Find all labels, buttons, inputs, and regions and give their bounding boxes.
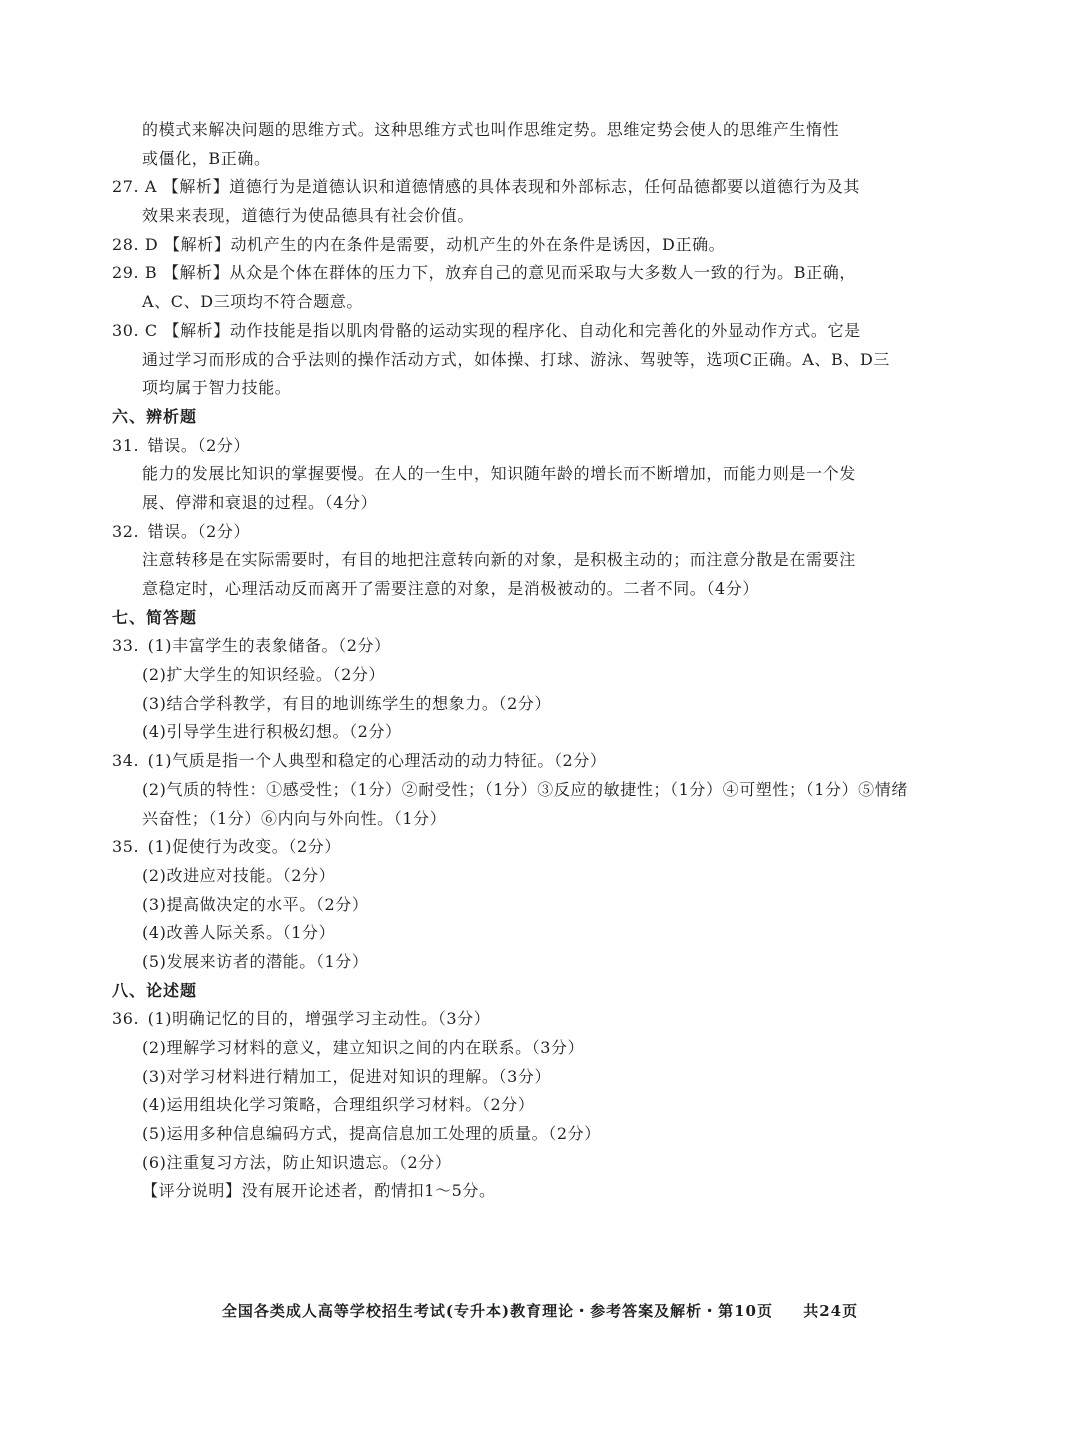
answer-text: 【评分说明】没有展开论述者，酌情扣1～5分。 <box>142 1181 496 1201</box>
section-heading: 六、辨析题 <box>112 406 198 426</box>
answer-text: A、C、D三项均不符合题意。 <box>142 292 364 312</box>
document-body <box>112 116 908 1206</box>
answer-continuation-line <box>112 145 902 174</box>
answer-text: (2)理解学习材料的意义，建立知识之间的内在联系。（3分） <box>142 1038 585 1057</box>
answer-continuation-line <box>112 690 902 719</box>
answer-continuation-line <box>112 862 902 891</box>
answer-line <box>112 259 902 288</box>
answer-continuation-line <box>112 948 902 977</box>
answer-continuation-line <box>112 489 902 518</box>
answer-text: 的模式来解决问题的思维方式。这种思维方式也叫作思维定势。思维定势会使人的思维产生惰性 <box>142 120 840 139</box>
answer-line <box>112 1005 902 1034</box>
answer-text: (1)丰富学生的表象储备。（2分） <box>142 636 391 656</box>
answer-text: (3)对学习材料进行精加工，促进对知识的理解。（3分） <box>142 1066 552 1086</box>
answer-text: 通过学习而形成的合乎法则的操作活动方式，如体操、打球、游泳、驾驶等，选项C正确。A、B、D三 <box>142 349 890 369</box>
answer-text: 意稳定时，心理活动反而离开了需要注意的对象，是消极被动的。二者不同。（4分） <box>142 579 759 598</box>
question-number: 36. <box>112 1009 140 1029</box>
answer-text: (2)改进应对技能。（2分） <box>142 865 336 885</box>
question-number: 31. <box>112 435 140 455</box>
answer-line <box>112 518 902 547</box>
answer-text: 【解析】道德行为是道德认识和道德情感的具体表现和外部标志，任何品德都要以道德行为及其 <box>157 177 860 197</box>
answer-text: 【解析】从众是个体在群体的压力下，放弃自己的意见而采取与大多数人一致的行为。B正确， <box>157 263 856 283</box>
answer-continuation-line <box>112 116 902 145</box>
answer-continuation-line <box>112 1120 902 1149</box>
question-number: 34. <box>112 751 140 771</box>
answer-text: 项均属于智力技能。 <box>142 378 292 398</box>
footer-title: 全国各类成人高等学校招生考试(专升本)教育理论・参考答案及解析・第10页 <box>221 1302 773 1320</box>
answer-continuation-line <box>112 346 902 375</box>
answer-continuation-line <box>112 919 902 948</box>
section-heading: 七、简答题 <box>112 607 198 627</box>
answer-text: 【解析】动机产生的内在条件是需要，动机产生的外在条件是诱因，D正确。 <box>158 234 726 254</box>
answer-text: 【解析】动作技能是指以肌肉骨骼的运动实现的程序化、自动化和完善化的外显动作方式。它是 <box>157 320 861 340</box>
answer-text: (3)结合学科教学，有目的地训练学生的想象力。（2分） <box>142 693 552 713</box>
answer-continuation-line <box>112 661 902 690</box>
answer-continuation-line <box>112 1177 902 1206</box>
answer-continuation-line <box>112 718 902 747</box>
answer-continuation-line <box>112 546 902 575</box>
answer-line <box>112 833 902 862</box>
answer-continuation-line <box>112 1091 902 1120</box>
answer-text: (2)气质的特性：①感受性；（1分）②耐受性；（1分）③反应的敏捷性；（1分）④可塑性；（1分）⑤情绪 <box>142 779 908 799</box>
answer-continuation-line <box>112 1063 902 1092</box>
answer-line <box>112 632 902 661</box>
question-number: 33. <box>112 636 140 656</box>
answer-continuation-line <box>112 805 902 834</box>
section-heading: 八、论述题 <box>112 980 198 1000</box>
answer-text: 错误。（2分） <box>142 521 251 541</box>
answer-text: 或僵化，B正确。 <box>142 148 271 168</box>
answer-text: (1)明确记忆的目的，增强学习主动性。（3分） <box>142 1009 491 1029</box>
answer-text: 错误。（2分） <box>142 435 251 455</box>
answer-text: (4)改善人际关系。（1分） <box>142 923 336 943</box>
answer-line <box>112 173 902 202</box>
answer-continuation-line <box>112 1149 902 1178</box>
question-number: 27. A <box>112 177 158 197</box>
question-number: 32. <box>112 521 140 541</box>
answer-text: (5)发展来访者的潜能。（1分） <box>142 951 369 971</box>
answer-continuation-line <box>112 460 902 489</box>
answer-continuation-line <box>112 575 902 604</box>
question-number: 35. <box>112 837 140 857</box>
page-footer <box>0 1300 1080 1321</box>
answer-text: 展、停滞和衰退的过程。（4分） <box>142 492 378 512</box>
answer-text: (6)注重复习方法，防止知识遗忘。（2分） <box>142 1152 452 1172</box>
answer-continuation-line <box>112 202 902 231</box>
footer-page-count: 共24页 <box>803 1302 859 1320</box>
answer-text: 效果来表现，道德行为使品德具有社会价值。 <box>142 206 475 226</box>
answer-continuation-line <box>112 891 902 920</box>
question-number: 30. C <box>112 320 158 340</box>
answer-continuation-line <box>112 1034 902 1063</box>
answer-text: 注意转移是在实际需要时，有目的地把注意转向新的对象，是积极主动的；而注意分散是在需要注 <box>142 550 856 570</box>
question-number: 28. D <box>112 234 159 254</box>
answer-continuation-line <box>112 288 902 317</box>
answer-text: 兴奋性；（1分）⑥内向与外向性。（1分） <box>142 808 447 828</box>
answer-line <box>112 747 902 776</box>
answer-continuation-line <box>112 374 902 403</box>
answer-continuation-line <box>112 776 908 805</box>
answer-text: 能力的发展比知识的掌握要慢。在人的一生中，知识随年龄的增长而不断增加，而能力则是一个发 <box>142 464 856 484</box>
answer-line <box>112 317 902 346</box>
question-number: 29. B <box>112 263 158 283</box>
answer-line <box>112 231 902 260</box>
answer-line <box>112 432 902 461</box>
answer-text: (1)气质是指一个人典型和稳定的心理活动的动力特征。（2分） <box>142 751 607 771</box>
answer-text: (1)促使行为改变。（2分） <box>142 837 341 857</box>
answer-text: (4)运用组块化学习策略，合理组织学习材料。（2分） <box>142 1095 535 1115</box>
answer-text: (2)扩大学生的知识经验。（2分） <box>142 665 386 685</box>
answer-text: (3)提高做决定的水平。（2分） <box>142 894 369 914</box>
answer-text: (4)引导学生进行积极幻想。（2分） <box>142 722 402 742</box>
answer-text: (5)运用多种信息编码方式，提高信息加工处理的质量。（2分） <box>142 1124 601 1144</box>
